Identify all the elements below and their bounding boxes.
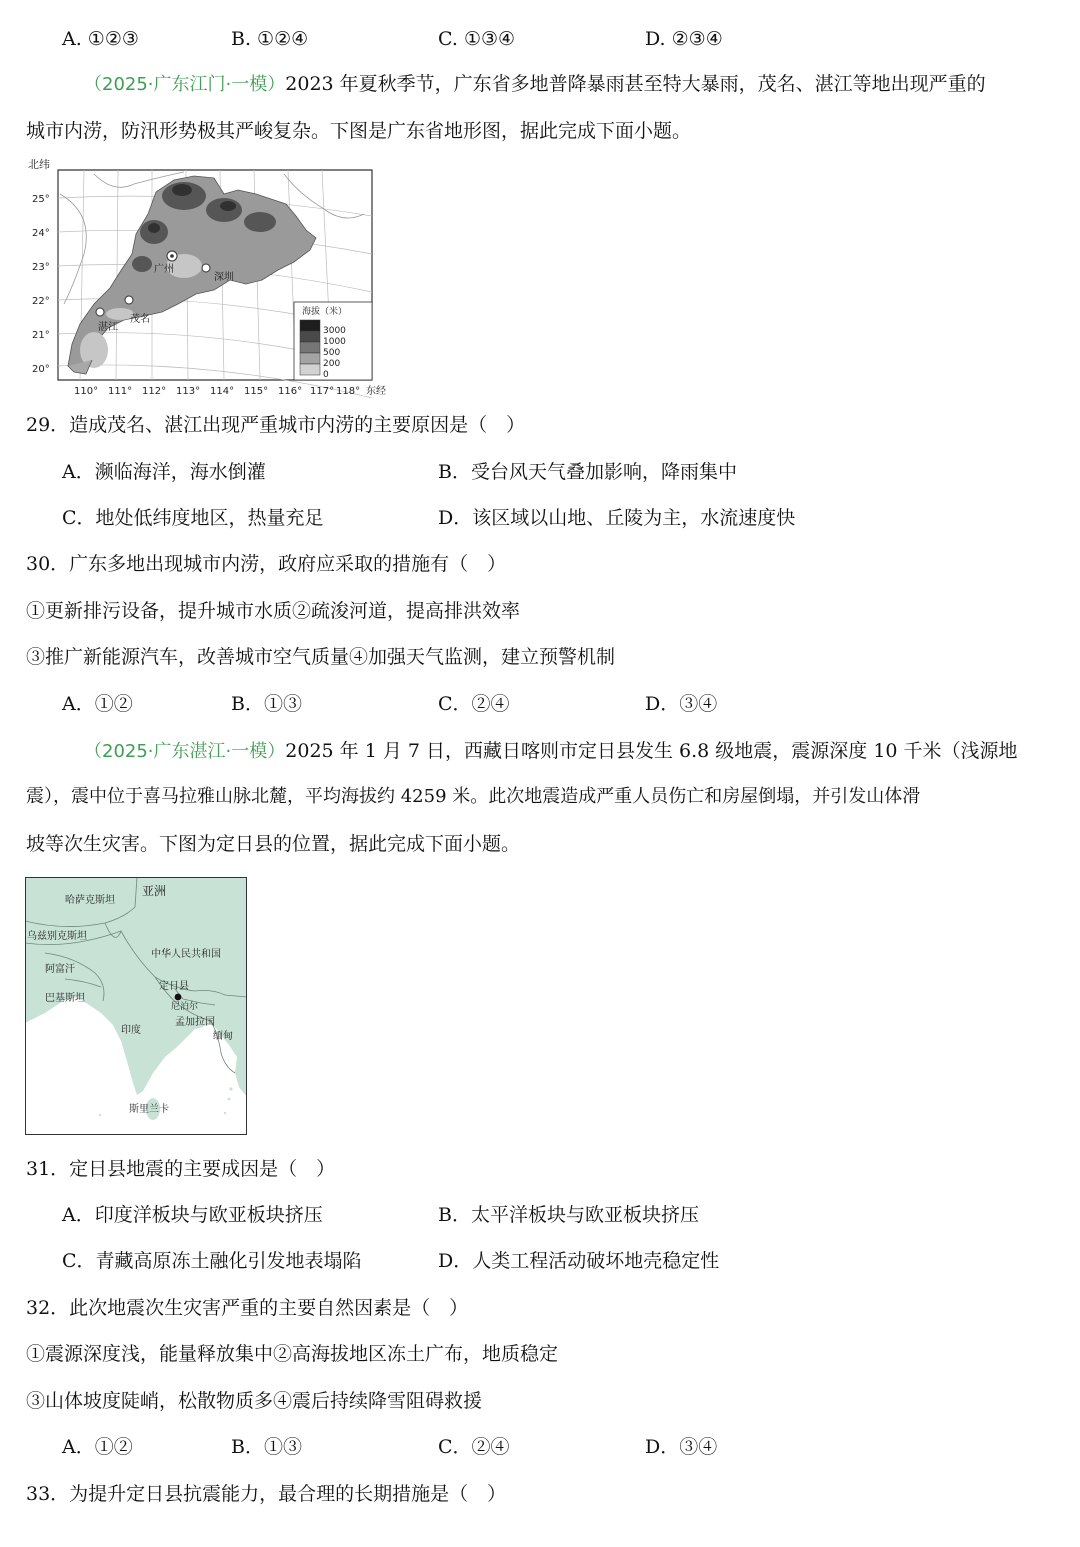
legend-0: 0 [323, 370, 329, 380]
q31-option-a: A．印度洋板块与欧亚板块挤压 [62, 1204, 323, 1226]
legend-200: 200 [323, 359, 341, 369]
intro2-source: （2025·广东湛江·一模） [84, 741, 286, 762]
label-myanmar: 缅甸 [213, 1031, 233, 1042]
lon-tick-110: 110° [74, 386, 99, 397]
q31-stem: 31．定日县地震的主要成因是（ ） [26, 1158, 336, 1180]
q32-option-b: B．①③ [231, 1436, 302, 1458]
lat-tick-22: 22° [32, 296, 50, 307]
label-india: 印度 [121, 1025, 141, 1036]
city-shenzhen: 深圳 [214, 272, 234, 283]
lat-tick-21: 21° [32, 330, 50, 341]
q29-stem: 29．造成茂名、湛江出现严重城市内涝的主要原因是（ ） [26, 414, 526, 436]
lon-tick-118: 118° [336, 386, 361, 397]
q28-option-a: A. ①②③ [62, 28, 139, 50]
label-china: 中华人民共和国 [151, 949, 221, 960]
elevation-legend [294, 302, 372, 380]
q31-option-b: B．太平洋板块与欧亚板块挤压 [438, 1204, 699, 1226]
label-pakistan: 巴基斯坦 [45, 993, 85, 1004]
q28-option-c: C. ①③④ [438, 28, 516, 50]
city-guangzhou: 广州 [154, 264, 174, 275]
city-zhanjiang: 湛江 [98, 322, 118, 333]
q33-stem: 33．为提升定日县抗震能力，最合理的长期措施是（ ） [26, 1483, 507, 1505]
lat-title: 北纬 [28, 158, 50, 171]
lon-title: 东经 [366, 386, 386, 397]
q32-option-c: C．②④ [438, 1436, 510, 1458]
q30-stem: 30．广东多地出现城市内涝，政府应采取的措施有（ ） [26, 553, 507, 575]
label-asia: 亚洲 [142, 884, 167, 898]
legend-3000: 3000 [323, 326, 346, 336]
label-uzbekistan: 乌兹别克斯坦 [27, 931, 87, 942]
intro2-line2: 震），震中位于喜马拉雅山脉北麓，平均海拔约 4259 米。此次地震造成严重人员伤亡和房屋倒塌，并引发山体滑 [26, 786, 921, 807]
q29-option-c: C．地处低纬度地区，热量充足 [62, 507, 324, 529]
lat-tick-20: 20° [32, 364, 50, 375]
dingri-marker [175, 994, 182, 1001]
label-dingri: 定日县 [159, 981, 189, 992]
intro1-line2: 城市内涝，防汛形势极其严峻复杂。下图是广东省地形图，据此完成下面小题。 [26, 120, 692, 142]
lon-tick-117: 117° [310, 386, 335, 397]
q32-statement-1: ①震源深度浅，能量释放集中②高海拔地区冻土广布，地质稳定 [26, 1343, 559, 1365]
q29-option-b: B．受台风天气叠加影响，降雨集中 [438, 461, 737, 483]
legend-500: 500 [323, 348, 341, 358]
legend-1000: 1000 [323, 337, 346, 347]
q28-option-d: D. ②③④ [645, 28, 723, 50]
q31-option-d: D．人类工程活动破坏地壳稳定性 [438, 1250, 720, 1272]
label-nepal: 尼泊尔 [171, 1002, 199, 1012]
q29-option-d: D．该区域以山地、丘陵为主，水流速度快 [438, 507, 796, 529]
q30-option-c: C．②④ [438, 693, 510, 715]
q30-option-b: B．①③ [231, 693, 302, 715]
lon-tick-112: 112° [142, 386, 167, 397]
q32-stem: 32．此次地震次生灾害严重的主要自然因素是（ ） [26, 1297, 469, 1319]
label-bangladesh: 孟加拉国 [175, 1017, 215, 1028]
intro1-source: （2025·广东江门·一模） [84, 74, 286, 95]
intro2-line1 [84, 739, 1018, 764]
q32-option-d: D．③④ [645, 1436, 718, 1458]
q30-statement-1: ①更新排污设备，提升城市水质②疏浚河道，提高排洪效率 [26, 600, 521, 622]
q29-option-a: A．濒临海洋，海水倒灌 [62, 461, 266, 483]
q28-option-b: B. ①②④ [231, 28, 309, 50]
lon-tick-116: 116° [278, 386, 303, 397]
q31-option-c: C．青藏高原冻土融化引发地表塌陷 [62, 1250, 362, 1272]
lon-tick-115: 115° [244, 386, 269, 397]
intro2-text1: 2025 年 1 月 7 日，西藏日喀则市定日县发生 6.8 级地震，震源深度 10 千米（浅源地 [285, 740, 1018, 762]
lon-tick-113: 113° [176, 386, 201, 397]
intro1-line1 [84, 72, 986, 97]
guangdong-terrain-map [24, 154, 396, 398]
q32-statement-2: ③山体坡度陡峭，松散物质多④震后持续降雪阻碍救援 [26, 1390, 483, 1412]
city-maoming: 茂名 [130, 314, 150, 325]
lat-tick-25: 25° [32, 194, 50, 205]
q30-option-d: D．③④ [645, 693, 718, 715]
lat-tick-23: 23° [32, 262, 50, 273]
intro1-text1: 2023 年夏秋季节，广东省多地普降暴雨甚至特大暴雨，茂名、湛江等地出现严重的 [285, 73, 986, 95]
legend-title: 海拔（米） [302, 307, 348, 317]
q30-statement-2: ③推广新能源汽车，改善城市空气质量④加强天气监测，建立预警机制 [26, 646, 616, 668]
lon-tick-111: 111° [108, 386, 133, 397]
lon-tick-114: 114° [210, 386, 235, 397]
intro2-line3: 坡等次生灾害。下图为定日县的位置，据此完成下面小题。 [26, 833, 521, 855]
q30-option-a: A．①② [62, 693, 133, 715]
dingri-location-map [25, 877, 247, 1135]
label-afghanistan: 阿富汗 [45, 964, 75, 975]
label-kazakhstan: 哈萨克斯坦 [65, 895, 115, 906]
q32-option-a: A．①② [62, 1436, 133, 1458]
label-sri-lanka: 斯里兰卡 [129, 1104, 169, 1115]
lat-tick-24: 24° [32, 228, 50, 239]
